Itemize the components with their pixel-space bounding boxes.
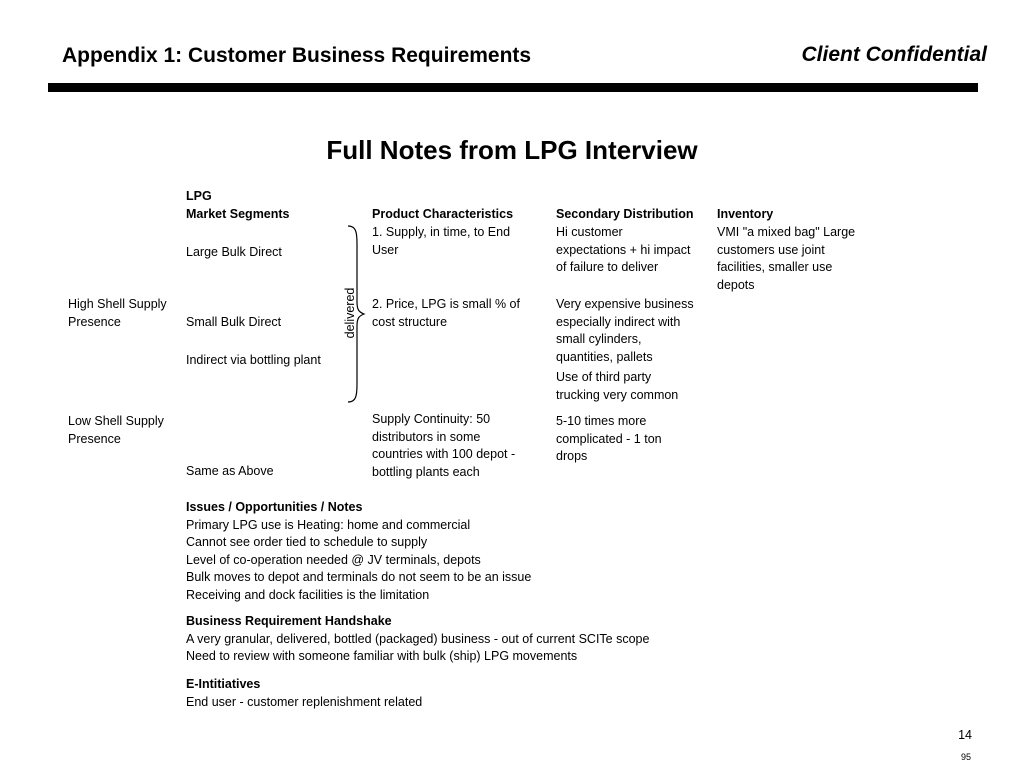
list-item: Level of co-operation needed @ JV terminals, depots bbox=[186, 552, 481, 567]
list-item: End user - customer replenishment related bbox=[186, 694, 423, 709]
header-secondary-distribution: Secondary Distribution bbox=[556, 207, 694, 221]
list-item: Primary LPG use is Heating: home and commercial bbox=[186, 517, 471, 532]
distribution-d2: Very expensive business especially indirect with small cylinders, quantities, pallets bbox=[556, 297, 694, 364]
einitiatives-title: E-Intitiatives bbox=[186, 677, 261, 691]
einitiatives-section bbox=[186, 676, 422, 711]
issues-section bbox=[186, 499, 531, 604]
confidential-label: Client Confidential bbox=[801, 43, 987, 66]
distribution-d4: 5-10 times more complicated - 1 ton drops bbox=[556, 414, 662, 463]
segment-large-bulk: Large Bulk Direct bbox=[186, 245, 282, 259]
inventory-i1: VMI "a mixed bag" Large customers use joint facilities, smaller use depots bbox=[717, 225, 856, 292]
list-item: Receiving and dock facilities is the limitation bbox=[186, 587, 430, 602]
header-product-characteristics: Product Characteristics bbox=[372, 207, 514, 221]
segment-same-as-above: Same as Above bbox=[186, 464, 274, 478]
header-market-segments: Market Segments bbox=[186, 207, 290, 221]
row-label-low: Low Shell Supply Presence bbox=[68, 414, 164, 446]
row-label-high: High Shell Supply Presence bbox=[68, 297, 167, 329]
page-title: Full Notes from LPG Interview bbox=[326, 135, 698, 165]
list-item: Need to review with someone familiar with bulk (ship) LPG movements bbox=[186, 649, 578, 663]
product-p1: 1. Supply, in time, to End User bbox=[372, 225, 511, 257]
segment-small-bulk: Small Bulk Direct bbox=[186, 315, 282, 329]
header-rule bbox=[48, 83, 978, 92]
header-inventory: Inventory bbox=[717, 207, 774, 221]
segment-indirect: Indirect via bottling plant bbox=[186, 353, 321, 367]
page-number: 14 bbox=[958, 728, 972, 742]
list-item: A very granular, delivered, bottled (packaged) business - out of current SCITe scope bbox=[186, 631, 650, 646]
list-item: Bulk moves to depot and terminals do not seem to be an issue bbox=[186, 570, 532, 584]
issues-title: Issues / Opportunities / Notes bbox=[186, 500, 363, 514]
handshake-section bbox=[186, 613, 649, 666]
product-p2: 2. Price, LPG is small % of cost structure bbox=[372, 297, 520, 329]
list-item: Cannot see order tied to schedule to supply bbox=[186, 535, 428, 549]
header-segment-lpg: LPG bbox=[186, 189, 212, 203]
distribution-d1: Hi customer expectations + hi impact of failure to deliver bbox=[556, 225, 691, 274]
header-title: Appendix 1: Customer Business Requirements bbox=[62, 44, 532, 67]
brace-label: delivered bbox=[343, 287, 357, 338]
sub-page-number: 95 bbox=[960, 752, 971, 762]
handshake-title: Business Requirement Handshake bbox=[186, 614, 392, 628]
distribution-d3: Use of third party trucking very common bbox=[556, 370, 679, 402]
product-p3: Supply Continuity: 50 distributors in some countries with 100 depot - bottling plants each bbox=[372, 412, 516, 479]
